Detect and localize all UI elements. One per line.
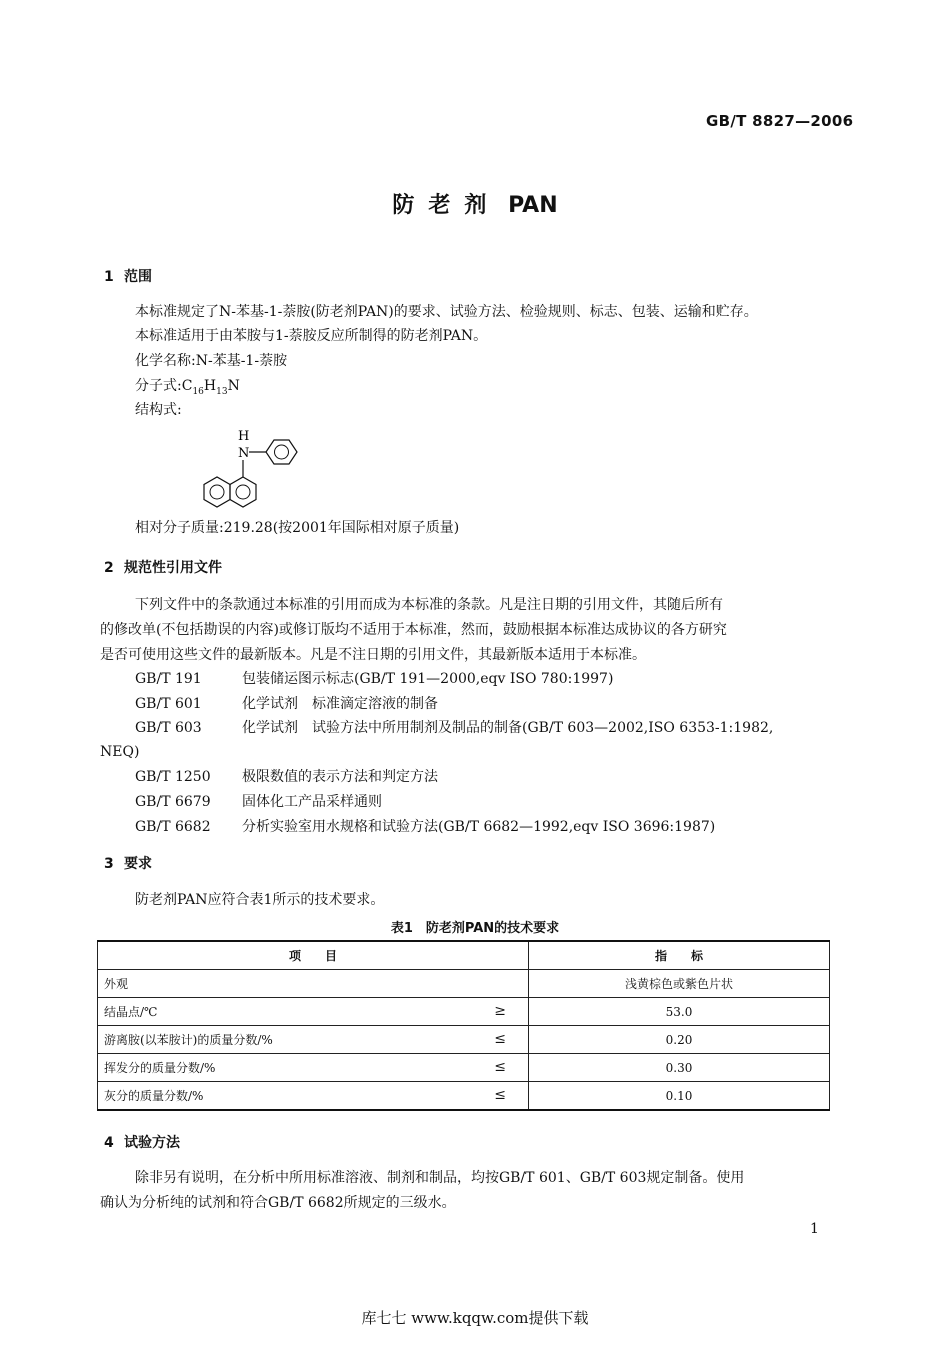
structure-h-atom: H <box>238 429 250 444</box>
naphthalene-ring-left <box>204 477 230 507</box>
formula-hydrogen: H <box>203 378 217 394</box>
row-symbol: ≤ <box>494 1087 506 1103</box>
reference-code: GB/T 601 <box>135 696 202 712</box>
section-title: 范围 <box>124 269 152 285</box>
reference-item <box>135 716 773 740</box>
table-row <box>98 1054 830 1082</box>
row-item-label: 挥发分的质量分数/% <box>104 1061 216 1075</box>
reference-code: GB/T 603 <box>135 720 202 736</box>
reference-item <box>135 790 382 814</box>
formula-carbon-count: 16 <box>192 386 204 397</box>
row-value: 0.20 <box>529 1026 830 1054</box>
structure-label: 结构式: <box>135 402 182 418</box>
section-number: 2 <box>104 560 114 576</box>
naphthalene-aromatic-circle <box>210 485 224 499</box>
row-item <box>98 970 529 998</box>
row-item-label: 游离胺(以苯胺计)的质量分数/% <box>104 1033 273 1047</box>
paragraph: 下列文件中的条款通过本标准的引用而成为本标准的条款。凡是注日期的引用文件，其随后所有 <box>135 597 723 613</box>
title-main: 防老剂 <box>392 193 501 218</box>
row-item <box>98 998 529 1026</box>
row-symbol: ≥ <box>494 1003 506 1019</box>
reference-code: GB/T 6682 <box>135 819 211 835</box>
reference-item <box>135 692 438 716</box>
page-number: 1 <box>810 1221 819 1237</box>
naphthalene-ring-right <box>230 477 256 507</box>
chemical-name: 化学名称:N-苯基-1-萘胺 <box>135 353 288 369</box>
reference-item <box>135 667 613 691</box>
reference-item <box>135 815 715 839</box>
reference-title: 化学试剂 试验方法中所用制剂及制品的制备(GB/T 603—2002,ISO 6353-1:1982, <box>242 720 774 736</box>
formula-nitrogen: N <box>227 378 240 394</box>
paragraph: 是否可使用这些文件的最新版本。凡是不注日期的引用文件，其最新版本适用于本标准。 <box>100 647 646 663</box>
reference-continuation: NEQ) <box>100 744 140 760</box>
reference-code: GB/T 191 <box>135 671 202 687</box>
row-symbol: ≤ <box>494 1059 506 1075</box>
paragraph: 本标准规定了N-苯基-1-萘胺(防老剂PAN)的要求、试验方法、检验规则、标志、包装、运输和贮存。 <box>135 304 758 320</box>
section-number: 1 <box>104 269 114 285</box>
phenyl-aromatic-circle <box>275 445 289 459</box>
table-header-row <box>98 941 830 970</box>
paragraph: 除非另有说明，在分析中所用标准溶液、制剂和制品，均按GB/T 601、GB/T 603规定制备。使用 <box>135 1170 745 1186</box>
section-number: 4 <box>104 1135 114 1151</box>
section-title: 规范性引用文件 <box>124 560 222 576</box>
row-item <box>98 1026 529 1054</box>
row-symbol: ≤ <box>494 1031 506 1047</box>
naphthalene-aromatic-circle <box>236 485 250 499</box>
section-2-heading <box>104 557 222 577</box>
molar-mass: 相对分子质量:219.28(按2001年国际相对原子质量) <box>135 520 460 536</box>
paragraph: 确认为分析纯的试剂和符合GB/T 6682所规定的三级水。 <box>100 1195 456 1211</box>
reference-title: 极限数值的表示方法和判定方法 <box>242 769 438 785</box>
standard-code: GB/T 8827—2006 <box>706 112 854 130</box>
table-caption: 表1 防老剂PAN的技术要求 <box>390 921 560 936</box>
row-item-label: 结晶点/℃ <box>104 1005 158 1019</box>
column-header-item: 项 目 <box>98 941 529 970</box>
section-number: 3 <box>104 856 114 872</box>
reference-title: 包装储运图示标志(GB/T 191—2000,eqv ISO 780:1997) <box>242 671 614 687</box>
reference-code: GB/T 6679 <box>135 794 211 810</box>
structural-formula <box>190 425 310 515</box>
row-value: 0.10 <box>529 1082 830 1111</box>
paragraph: 防老剂PAN应符合表1所示的技术要求。 <box>135 892 385 908</box>
reference-title: 分析实验室用水规格和试验方法(GB/T 6682—1992,eqv ISO 3696:1987) <box>242 819 716 835</box>
page-title <box>0 188 950 219</box>
row-item <box>98 1082 529 1111</box>
row-value: 0.30 <box>529 1054 830 1082</box>
row-value: 浅黄棕色或紫色片状 <box>529 970 830 998</box>
table-row <box>98 1026 830 1054</box>
column-header-value: 指 标 <box>529 941 830 970</box>
reference-title: 固体化工产品采样通则 <box>242 794 382 810</box>
section-3-heading <box>104 853 152 873</box>
row-value: 53.0 <box>529 998 830 1026</box>
section-title: 试验方法 <box>124 1135 180 1151</box>
table-row <box>98 1082 830 1111</box>
reference-title: 化学试剂 标准滴定溶液的制备 <box>242 696 438 712</box>
phenyl-ring <box>266 440 297 464</box>
row-item-label: 灰分的质量分数/% <box>104 1089 204 1103</box>
formula-carbon: C <box>181 378 193 394</box>
download-footer: 库七七 www.kqqw.com提供下载 <box>361 1309 589 1327</box>
structure-n-atom: N <box>238 446 250 461</box>
requirements-table <box>97 940 830 1111</box>
row-item <box>98 1054 529 1082</box>
formula-hydrogen-count: 13 <box>216 386 228 397</box>
paragraph: 的修改单(不包括勘误的内容)或修订版均不适用于本标准，然而，鼓励根据本标准达成协议的各方研究 <box>100 622 727 638</box>
reference-item <box>135 765 438 789</box>
section-1-heading <box>104 266 152 286</box>
reference-code: GB/T 1250 <box>135 769 211 785</box>
section-title: 要求 <box>124 856 152 872</box>
table-row <box>98 970 830 998</box>
row-item-label: 外观 <box>104 977 129 991</box>
paragraph: 本标准适用于由苯胺与1-萘胺反应所制得的防老剂PAN。 <box>135 328 488 344</box>
section-4-heading <box>104 1132 180 1152</box>
formula-label: 分子式: <box>135 378 182 394</box>
table-row <box>98 998 830 1026</box>
title-suffix: PAN <box>508 193 558 218</box>
